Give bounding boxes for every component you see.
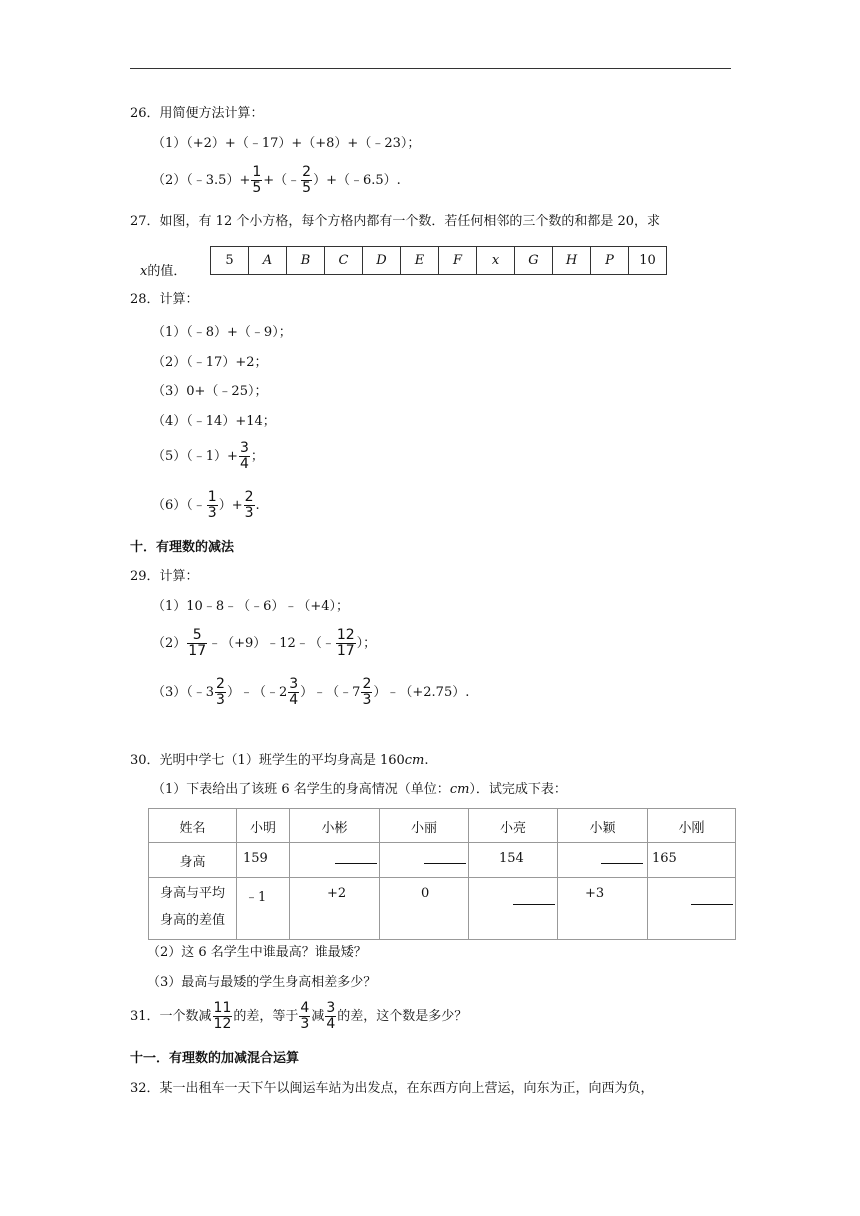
q28-part5-text-b: ； [250, 449, 264, 464]
row-label-line1: 身高与平均 [159, 886, 225, 901]
grid-cell: F [439, 247, 477, 275]
q28-fraction-5 [239, 441, 250, 471]
q30-stem [130, 754, 429, 767]
denominator: 3 [216, 692, 225, 708]
q29-fraction-3b [288, 677, 299, 707]
grid-cell: B [287, 247, 325, 275]
table-cell: 159 [237, 843, 290, 878]
q28-part1: （1）（﹣8）+（﹣9）； [152, 325, 292, 340]
height-table [148, 808, 736, 940]
q30-part1-end: ）．试完成下表： [469, 782, 567, 797]
denominator: 3 [207, 505, 217, 521]
grid-cell: A [249, 247, 287, 275]
q30-part3: （3）最高与最矮的学生身高相差多少？ [147, 975, 377, 990]
table-row-label: 身高 [149, 843, 237, 878]
blank-line [424, 851, 466, 864]
numerator: 11 [213, 1000, 232, 1017]
denominator: 4 [289, 692, 299, 708]
denominator: 12 [213, 1016, 232, 1032]
numerator: 3 [326, 1000, 336, 1017]
blank-line [335, 851, 377, 864]
table-cell: 165 [648, 843, 736, 878]
q28-fraction-6b [244, 490, 255, 520]
q28-part5-text-a: （5）（﹣1）+ [152, 449, 238, 464]
table-cell: +2 [290, 878, 380, 940]
q26-fraction-1 [251, 165, 262, 195]
answer-blank[interactable] [290, 843, 380, 878]
denominator: 3 [300, 1016, 310, 1032]
q27-number-grid [210, 246, 667, 275]
table-cell: 154 [469, 843, 558, 878]
numerator: 1 [252, 164, 262, 181]
table-row [149, 878, 736, 940]
table-row-label [149, 878, 237, 940]
table-cell: +3 [558, 878, 648, 940]
grid-cell: 5 [211, 247, 249, 275]
q29-part3-text-d: ）﹣（+2.75）. [373, 685, 470, 700]
grid-cell: H [553, 247, 591, 275]
denominator: 17 [336, 643, 355, 659]
q26-part2-text-b: +（﹣ [263, 173, 301, 188]
table-cell: ﹣1 [237, 878, 290, 940]
denominator: 4 [326, 1016, 336, 1032]
q29-fraction-3c [361, 677, 372, 707]
answer-blank[interactable] [469, 878, 558, 940]
denominator: 5 [252, 180, 262, 196]
q28-part6-text-b: ）+ [218, 498, 243, 513]
table-header-cell: 小丽 [380, 809, 469, 843]
q28-part2: （2）（﹣17）+2； [152, 355, 268, 370]
q31-text-d: 的差，这个数是多少？ [337, 1009, 468, 1024]
numerator: 2 [302, 164, 312, 181]
q29-part3-text-a: （3）（﹣3 [152, 685, 215, 700]
q28-part6-text-a: （6）（﹣ [152, 498, 206, 513]
q31-text-c: 减 [311, 1009, 325, 1024]
grid-cell: E [401, 247, 439, 275]
q31-text-a: 31．一个数减 [130, 1009, 212, 1024]
q29-part2-text-b: ﹣（+9）﹣12﹣（﹣ [208, 636, 335, 651]
table-cell: 0 [380, 878, 469, 940]
q26-part1: （1）（+2）+（﹣17）+（+8）+（﹣23）； [152, 136, 421, 151]
q29-part3 [152, 674, 469, 712]
q26-fraction-2 [301, 165, 312, 195]
q29-fraction-2a [187, 628, 207, 658]
grid-cell: P [591, 247, 629, 275]
numerator: 4 [300, 1000, 310, 1017]
table-header-cell: 小明 [237, 809, 290, 843]
q28-fraction-6a [207, 490, 218, 520]
q29-fraction-2b [336, 628, 356, 658]
q27-tail [140, 265, 186, 278]
q28-stem: 28．计算： [130, 292, 199, 307]
blank-line [513, 892, 555, 905]
denominator: 3 [362, 692, 372, 708]
q32-stem: 32．某一出租车一天下午以闽运车站为出发点，在东西方向上营运，向东为正，向西为负， [130, 1081, 654, 1096]
numerator: 2 [362, 676, 372, 693]
q30-part1-unit: cm [449, 782, 470, 797]
row-label-line2: 身高的差值 [159, 913, 225, 928]
q31-fraction-3 [325, 1001, 336, 1031]
table-header-cell: 小刚 [648, 809, 736, 843]
q27-stem: 27．如图，有 12 个小方格，每个方格内都有一个数．若任何相邻的三个数的和都是 20，求 [130, 214, 661, 229]
grid-cell: G [515, 247, 553, 275]
q26-part2-text-a: （2）（﹣3.5）+ [152, 173, 251, 188]
q31-fraction-1 [213, 1001, 233, 1031]
q30-stem-end: . [424, 753, 429, 768]
numerator: 3 [289, 676, 299, 693]
q29-part1: （1）10﹣8﹣（﹣6）﹣（+4）； [152, 599, 350, 614]
denominator: 17 [188, 643, 207, 659]
table-header-cell: 姓名 [149, 809, 237, 843]
q30-part1-text: （1）下表给出了该班 6 名学生的身高情况（单位： [152, 782, 450, 797]
header-rule [130, 68, 731, 69]
grid-cell: D [363, 247, 401, 275]
q27-tail-text: 的值． [147, 264, 187, 279]
q30-part1 [152, 783, 567, 796]
q27-variable: x [140, 264, 148, 279]
table-row [149, 843, 736, 878]
q26-part2-text-c: ）+（﹣6.5）. [313, 173, 401, 188]
q30-unit: cm [404, 753, 425, 768]
q29-part2-text-c: ）； [356, 636, 377, 651]
q28-part3: （3）0+（﹣25）； [152, 384, 268, 399]
section-title-10: 十．有理数的减法 [130, 540, 235, 555]
table-header-cell: 小颖 [558, 809, 648, 843]
q26-stem: 26．用简便方法计算： [130, 106, 264, 121]
numerator: 2 [244, 489, 254, 506]
answer-blank[interactable] [558, 843, 648, 878]
blank-line [601, 851, 643, 864]
numerator: 12 [336, 627, 355, 644]
numerator: 3 [239, 440, 249, 457]
q28-part6 [152, 487, 260, 525]
q29-stem: 29．计算： [130, 569, 199, 584]
q26-part2 [152, 162, 401, 200]
q29-fraction-3a [215, 677, 226, 707]
denominator: 3 [244, 505, 254, 521]
q31-text-b: 的差，等于 [233, 1009, 299, 1024]
numerator: 2 [216, 676, 225, 693]
table-header-cell: 小亮 [469, 809, 558, 843]
answer-blank[interactable] [380, 843, 469, 878]
grid-cell: 10 [629, 247, 667, 275]
section-title-11: 十一．有理数的加减混合运算 [130, 1051, 300, 1066]
q28-part5 [152, 438, 264, 476]
q30-part2: （2）这 6 名学生中谁最高？谁最矮？ [147, 945, 367, 960]
numerator: 1 [207, 489, 217, 506]
denominator: 4 [239, 456, 249, 472]
q31 [130, 998, 467, 1036]
q28-part6-text-c: . [255, 498, 260, 513]
q28-part4: （4）（﹣14）+14； [152, 414, 276, 429]
q29-part2-text-a: （2） [152, 636, 187, 651]
q29-part3-text-c: ）﹣（﹣7 [300, 685, 361, 700]
answer-blank[interactable] [648, 878, 736, 940]
numerator: 5 [187, 628, 207, 644]
denominator: 5 [302, 180, 312, 196]
grid-cell: C [325, 247, 363, 275]
q30-stem-text: 30．光明中学七（1）班学生的平均身高是 160 [130, 753, 405, 768]
q31-fraction-2 [299, 1001, 310, 1031]
table-header-row [149, 809, 736, 843]
q29-part3-text-b: ）﹣（﹣2 [226, 685, 288, 700]
q29-part2 [152, 625, 376, 663]
table-header-cell: 小彬 [290, 809, 380, 843]
blank-line [691, 892, 733, 905]
grid-cell: x [477, 247, 515, 275]
